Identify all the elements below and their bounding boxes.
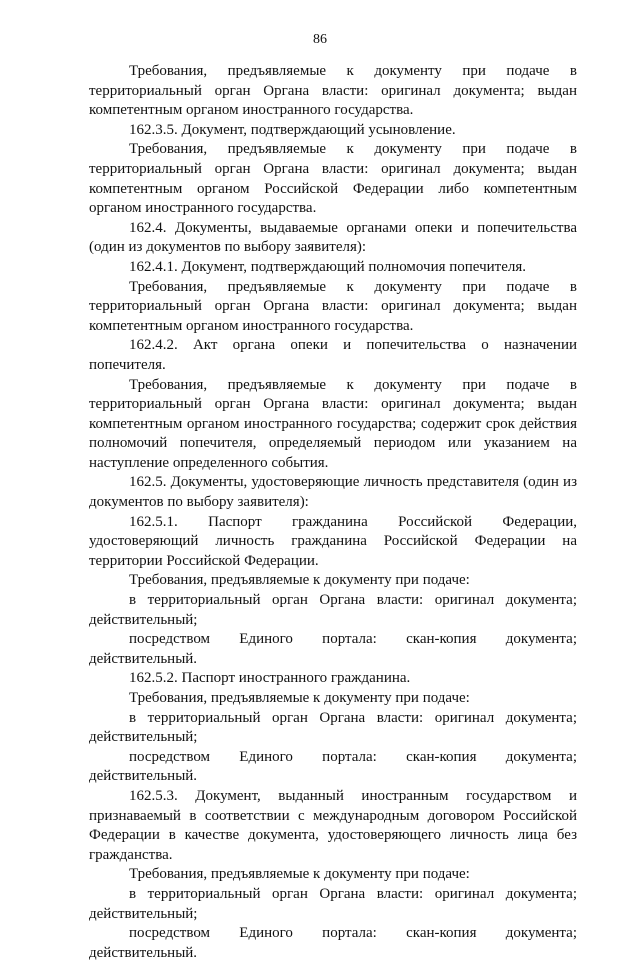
paragraph: Требования, предъявляемые к документу при подаче в территориальный орган Органа власти: оригинал документа; выдан компетентным органом Российской Федерации либо компетентным органом иностранного государства.	[89, 141, 577, 217]
section-heading: 162.5. Документы, удостоверяющие личность представителя (один из документов по выбору заявителя):	[89, 474, 577, 511]
paragraph: Требования, предъявляемые к документу при подаче:	[129, 572, 470, 589]
section-heading: 162.5.1. Паспорт гражданина Российской Федерации, удостоверяющий личность гражданина Российской Федерации на территории Российской Федерации.	[89, 513, 577, 569]
section-heading: 162.3.5. Документ, подтверждающий усыновление.	[129, 121, 456, 138]
section-heading: 162.4.1. Документ, подтверждающий полномочия попечителя.	[129, 258, 527, 275]
document-body	[89, 62, 577, 963]
section-heading: 162.4. Документы, выдаваемые органами опеки и попечительства (один из документов по выбору заявителя):	[89, 219, 577, 256]
paragraph: Требования, предъявляемые к документу при подаче в территориальный орган Органа власти: оригинал документа; выдан компетентным органом иностранного государства; содержит срок действия полномочий попечителя, определяемый периодом или указанием на наступление определенного события.	[89, 376, 577, 471]
section-heading: 162.5.2. Паспорт иностранного гражданина.	[129, 670, 411, 687]
paragraph: в территориальный орган Органа власти: оригинал документа; действительный;	[89, 885, 577, 922]
paragraph: в территориальный орган Органа власти: оригинал документа; действительный;	[89, 709, 577, 746]
paragraph: Требования, предъявляемые к документу при подаче:	[129, 866, 470, 883]
paragraph: в территориальный орган Органа власти: оригинал документа; действительный;	[89, 592, 577, 628]
paragraph: Требования, предъявляемые к документу при подаче в территориальный орган Органа власти: оригинал документа; выдан компетентным органом иностранного государства.	[89, 278, 577, 334]
paragraph: посредством Единого портала: скан-копия документа; действительный.	[89, 748, 577, 785]
page-number: 86	[313, 32, 327, 47]
paragraph: Требования, предъявляемые к документу при подаче:	[129, 690, 470, 706]
paragraph: Требования, предъявляемые к документу при подаче в территориальный орган Органа власти: оригинал документа; выдан компетентным органом иностранного государства.	[89, 63, 577, 119]
section-heading: 162.4.2. Акт органа опеки и попечительства о назначении попечителя.	[89, 337, 577, 373]
paragraph: посредством Единого портала: скан-копия документа; действительный.	[89, 631, 577, 667]
section-heading: 162.5.3. Документ, выданный иностранным государством и признаваемый в соответствии с международным договором Российской Федерации в качестве документа, удостоверяющего личность лица без гражданства.	[89, 787, 577, 863]
paragraph: посредством Единого портала: скан-копия документа; действительный.	[89, 925, 577, 961]
